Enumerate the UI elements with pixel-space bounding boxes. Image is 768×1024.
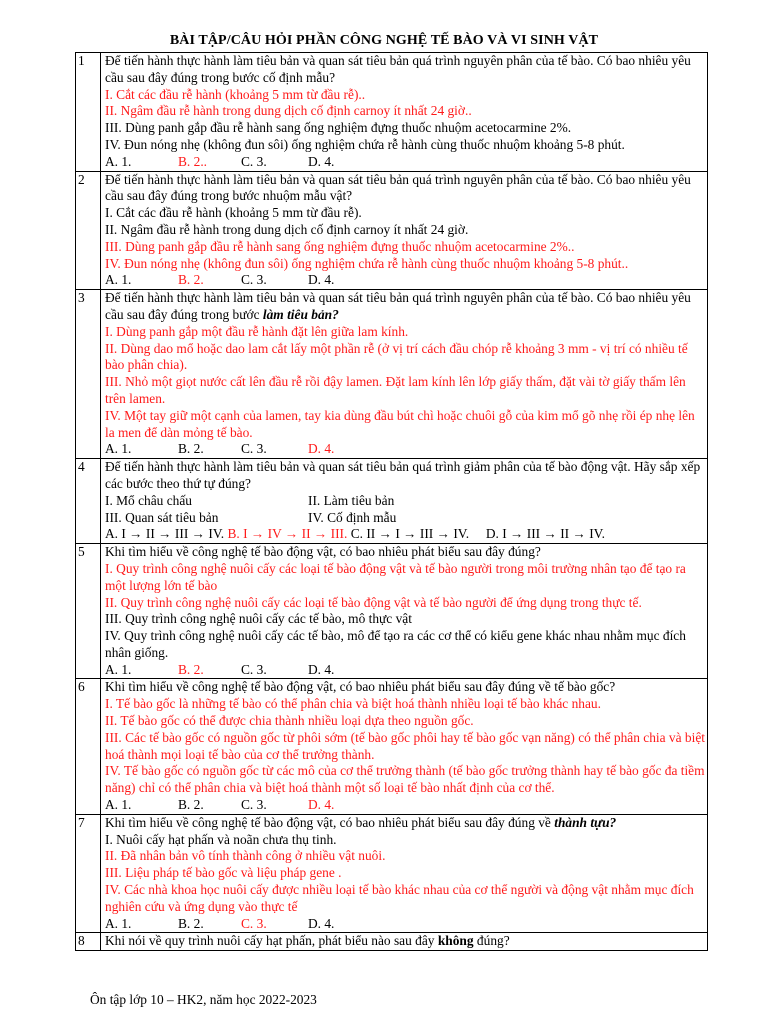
answer-options	[105, 797, 705, 814]
answer-option: D. 4.	[308, 153, 335, 169]
step-item: III. Quan sát tiêu bản	[105, 509, 219, 525]
question-stem: Khi tìm hiểu về công nghệ tế bào động vật, có bao nhiêu phát biểu sau đây đúng về tế bào gốc?	[105, 679, 616, 695]
statement: I. Cắt các đầu rễ hành (khoảng 5 mm từ đầu rễ)..	[105, 86, 366, 102]
question-stem: Khi tìm hiểu về công nghệ tế bào động vật, có bao nhiêu phát biểu sau đây đúng về thành tựu?	[105, 814, 617, 830]
answer-option: D. 4.	[308, 661, 335, 677]
question-table	[75, 52, 708, 951]
step-item: I. Mổ châu chấu	[105, 492, 193, 508]
statement: II. Ngâm đầu rễ hành trong dung dịch cố định carnoy ít nhất 24 giờ..	[105, 103, 472, 119]
answer-option: A. 1.	[105, 915, 132, 931]
answer-option: C. 3.	[241, 153, 267, 169]
question-stem: Để tiến hành thực hành làm tiêu bản và quan sát tiêu bản quá trình nguyên phân của tế bào. Có bao nhiêu yêu cầu sau đây đúng trong bước nhuộm mẫu vật?	[105, 171, 691, 204]
answer-option: A. 1.	[105, 797, 132, 813]
question-row	[76, 290, 708, 459]
answer-option: B. 2.	[178, 272, 204, 288]
answer-options	[105, 154, 705, 171]
statement: IV. Đun nóng nhẹ (không đun sôi) ống nghiệm chứa rễ hành cùng thuốc nhuộm khoảng 5-8 phút..	[105, 255, 629, 271]
answer-option: D. 4.	[308, 441, 335, 457]
statement: IV. Quy trình công nghệ nuôi cấy các tế bào, mô để tạo ra các cơ thể có kiểu gene khác nhau nhằm mục đích nhân giống.	[105, 628, 686, 660]
question-row	[76, 679, 708, 814]
answer-options	[105, 272, 705, 289]
answer-option: A. 1.	[105, 661, 132, 677]
statement: II. Tế bào gốc có thể được chia thành nhiều loại dựa theo nguồn gốc.	[105, 713, 474, 729]
question-stem: Để tiến hành thực hành làm tiêu bản và quan sát tiêu bản quá trình nguyên phân của tế bào. Có bao nhiêu yêu cầu sau đây đúng trong bước cố định mẫu?	[105, 53, 691, 85]
statement: I. Quy trình công nghệ nuôi cấy các loại tế bào động vật và tế bào người trong môi trường nhân tạo để tạo ra một lượng lớn tế bào	[105, 560, 686, 593]
statement: I. Dùng panh gắp một đầu rễ hành đặt lên giữa lam kính.	[105, 323, 409, 339]
statement: III. Liệu pháp tế bào gốc và liệu pháp gene .	[105, 865, 342, 881]
question-content	[101, 679, 708, 814]
question-number: 5	[76, 544, 101, 679]
answer-option: B. 2.	[178, 441, 204, 457]
step-item: II. Làm tiêu bản	[308, 492, 395, 508]
answer-option: C. 3.	[241, 797, 267, 813]
answer-option: B. 2..	[178, 153, 208, 169]
answer-option: A. I → II → III → IV.	[105, 526, 228, 542]
question-number: 6	[76, 679, 101, 814]
answer-option: B. 2.	[178, 797, 204, 813]
question-number: 7	[76, 814, 101, 933]
question-row	[76, 171, 708, 290]
statement: I. Nuôi cấy hạt phấn và noãn chưa thụ tinh.	[105, 831, 337, 847]
statement: IV. Đun nóng nhẹ (không đun sôi) ống nghiệm chứa rễ hành cùng thuốc nhuộm khoảng 5-8 phút.	[105, 136, 625, 152]
answer-option: C. 3.	[241, 915, 267, 931]
answer-option: C. 3.	[241, 272, 267, 288]
statement: III. Dùng panh gắp đầu rễ hành sang ống nghiệm đựng thuốc nhuộm acetocarmine 2%.	[105, 120, 572, 136]
question-content	[101, 53, 708, 172]
step-item: IV. Cố định mẫu	[308, 509, 397, 525]
question-stem: Khi nói về quy trình nuôi cấy hạt phấn, phát biểu nào sau đây không đúng?	[105, 933, 510, 949]
answer-options	[105, 526, 705, 543]
page-footer: Ôn tập lớp 10 – HK2, năm học 2022-2023	[90, 992, 317, 1007]
question-number: 2	[76, 171, 101, 290]
steps-grid	[105, 493, 705, 527]
statement: I. Cắt các đầu rễ hành (khoảng 5 mm từ đầu rễ).	[105, 205, 362, 221]
question-content	[101, 290, 708, 459]
statement: III. Nhỏ một giọt nước cất lên đầu rễ rồi đậy lamen. Đặt lam kính lên lớp giấy thấm, đặt vài tờ giấy thấm lên trên lamen.	[105, 374, 686, 406]
question-stem: Khi tìm hiểu về công nghệ tế bào động vật, có bao nhiêu phát biểu sau đây đúng?	[105, 544, 541, 560]
answer-options	[105, 441, 705, 458]
answer-option: A. 1.	[105, 272, 132, 288]
question-row	[76, 544, 708, 679]
question-stem-emphasis: thành tựu?	[554, 814, 617, 830]
answer-option: D. 4.	[308, 272, 335, 288]
question-stem-bold: không	[437, 933, 474, 949]
answer-options	[105, 916, 705, 933]
question-content	[101, 544, 708, 679]
question-number: 8	[76, 933, 101, 951]
statement: I. Tế bào gốc là những tế bào có thể phân chia và biệt hoá thành nhiều loại tế bào khác nhau.	[105, 696, 601, 712]
question-content	[101, 459, 708, 544]
answer-option: C. II → I → III → IV. D. I → III → II → IV.	[347, 526, 605, 542]
statement: IV. Các nhà khoa học nuôi cấy được nhiều loại tế bào khác nhau của cơ thể người và động vật nhằm mục đích nghiên cứu và ứng dụng vào thực tế	[105, 882, 694, 914]
question-number: 3	[76, 290, 101, 459]
question-row	[76, 53, 708, 172]
question-row	[76, 814, 708, 933]
statement: II. Ngâm đầu rễ hành trong dung dịch cố định carnoy ít nhất 24 giờ.	[105, 221, 469, 237]
statement: II. Đã nhân bản vô tính thành công ở nhiều vật nuôi.	[105, 848, 386, 864]
question-content	[101, 814, 708, 933]
question-content	[101, 933, 708, 951]
statement: III. Quy trình công nghệ nuôi cấy các tế bào, mô thực vật	[105, 611, 412, 627]
answer-option: C. 3.	[241, 441, 267, 457]
page-title: BÀI TẬP/CÂU HỎI PHẦN CÔNG NGHỆ TẾ BÀO VÀ VI SINH VẬT	[169, 33, 599, 48]
answer-option: A. 1.	[105, 153, 132, 169]
question-row	[76, 459, 708, 544]
answer-options	[105, 662, 705, 679]
answer-option: B. 2.	[178, 661, 204, 677]
question-number: 4	[76, 459, 101, 544]
answer-option: A. 1.	[105, 441, 132, 457]
question-content	[101, 171, 708, 290]
answer-option: B. 2.	[178, 915, 204, 931]
answer-option: D. 4.	[308, 797, 335, 813]
statement: IV. Một tay giữ một cạnh của lamen, tay kia dùng đầu bút chì hoặc chuôi gỗ của kim mổ gõ nhẹ rồi ép nhẹ lên la men để dàn mỏng tế bào.	[105, 407, 695, 440]
question-stem-emphasis: làm tiêu bản?	[262, 306, 339, 322]
answer-option: C. 3.	[241, 661, 267, 677]
answer-option: B. I → IV → II → III.	[227, 526, 348, 542]
statement: III. Dùng panh gắp đầu rễ hành sang ống nghiệm đựng thuốc nhuộm acetocarmine 2%..	[105, 238, 575, 254]
question-stem: Để tiến hành thực hành làm tiêu bản và quan sát tiêu bản quá trình giảm phân của tế bào động vật. Hãy sắp xếp các bước theo thứ tự đúng?	[105, 459, 701, 491]
answer-option: D. 4.	[308, 915, 335, 931]
statement: III. Các tế bào gốc có nguồn gốc từ phôi sớm (tế bào gốc phôi hay tế bào gốc vạn năng) có thể phân chia và biệt hoá thành mọi loại tế bào của cơ thể trưởng thành.	[105, 729, 705, 762]
question-row	[76, 933, 708, 951]
question-number: 1	[76, 53, 101, 172]
statement: IV. Tế bào gốc có nguồn gốc từ các mô của cơ thể trưởng thành (tế bào gốc trưởng thành hay tế bào gốc đa tiềm năng) chỉ có thể phân chia và biệt hoá thành một số loại tế bào nhất định của cơ thể.	[105, 763, 705, 796]
statement: II. Dùng dao mổ hoặc dao lam cắt lấy một phần rễ (ở vị trí cách đầu chóp rễ khoảng 3 mm - vị trí có nhiều tế bào phân chia).	[105, 340, 688, 373]
question-stem: Để tiến hành thực hành làm tiêu bản và quan sát tiêu bản quá trình nguyên phân của tế bào. Có bao nhiêu yêu cầu sau đây đúng trong bước làm tiêu bản?	[105, 290, 691, 322]
statement: II. Quy trình công nghệ nuôi cấy các loại tế bào động vật và tế bào người để ứng dụng trong thực tế.	[105, 594, 642, 610]
